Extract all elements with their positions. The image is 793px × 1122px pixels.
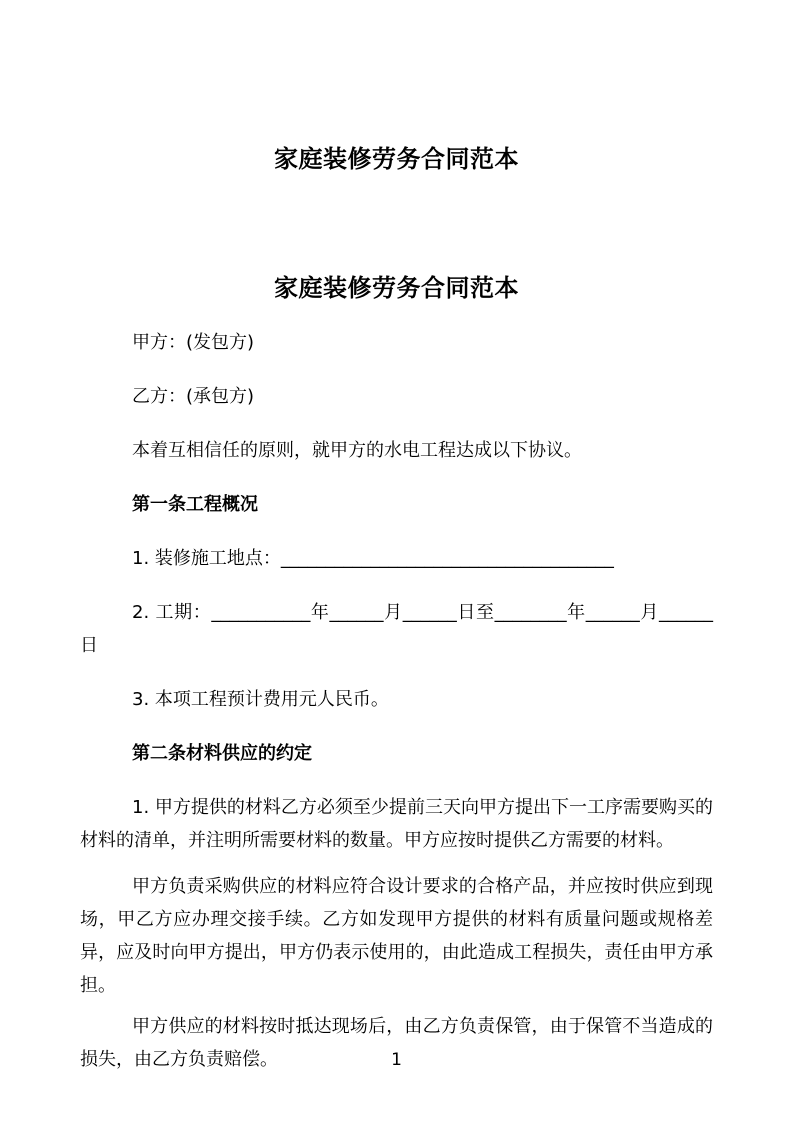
party-a-line: 甲方：(发包方) (132, 332, 255, 353)
clause1-heading: 第一条工程概况 (132, 494, 258, 515)
clause1-item-cost: 3. 本项工程预计费用元人民币。 (132, 689, 389, 710)
document-title: 家庭装修劳务合同范本 (274, 274, 519, 302)
clause2-para-3: 甲方供应的材料按时抵达现场后，由乙方负责保管，由于保管不当造成的损失，由乙方负责赔偿。 (80, 1016, 713, 1070)
clause1-item-duration: 2. 工期：___________年______月______日至________年______月______日 (80, 602, 713, 656)
document-title-top: 家庭装修劳务合同范本 (274, 145, 519, 173)
party-b-line: 乙方：(承包方) (132, 386, 255, 407)
clause2-para-2: 甲方负责采购供应的材料应符合设计要求的合格产品，并应按时供应到现场，甲乙方应办理交接手续。乙方如发现甲方提供的材料有质量问题或规格差异，应及时向甲方提出，甲方仍表示使用的，由此造成工程损失，责任由甲方承担。 (80, 876, 713, 996)
preamble-text: 本着互相信任的原则，就甲方的水电工程达成以下协议。 (132, 440, 582, 461)
document-body (80, 326, 713, 1076)
page-number: 1 (391, 1050, 402, 1070)
clause2-para-1: 1. 甲方提供的材料乙方必须至少提前三天向甲方提出下一工序需要购买的材料的清单，并注明所需要材料的数量。甲方应按时提供乙方需要的材料。 (80, 797, 713, 851)
clause1-item-location: 1. 装修施工地点：_____________________________________ (132, 548, 614, 569)
clause2-heading: 第二条材料供应的约定 (132, 743, 312, 764)
